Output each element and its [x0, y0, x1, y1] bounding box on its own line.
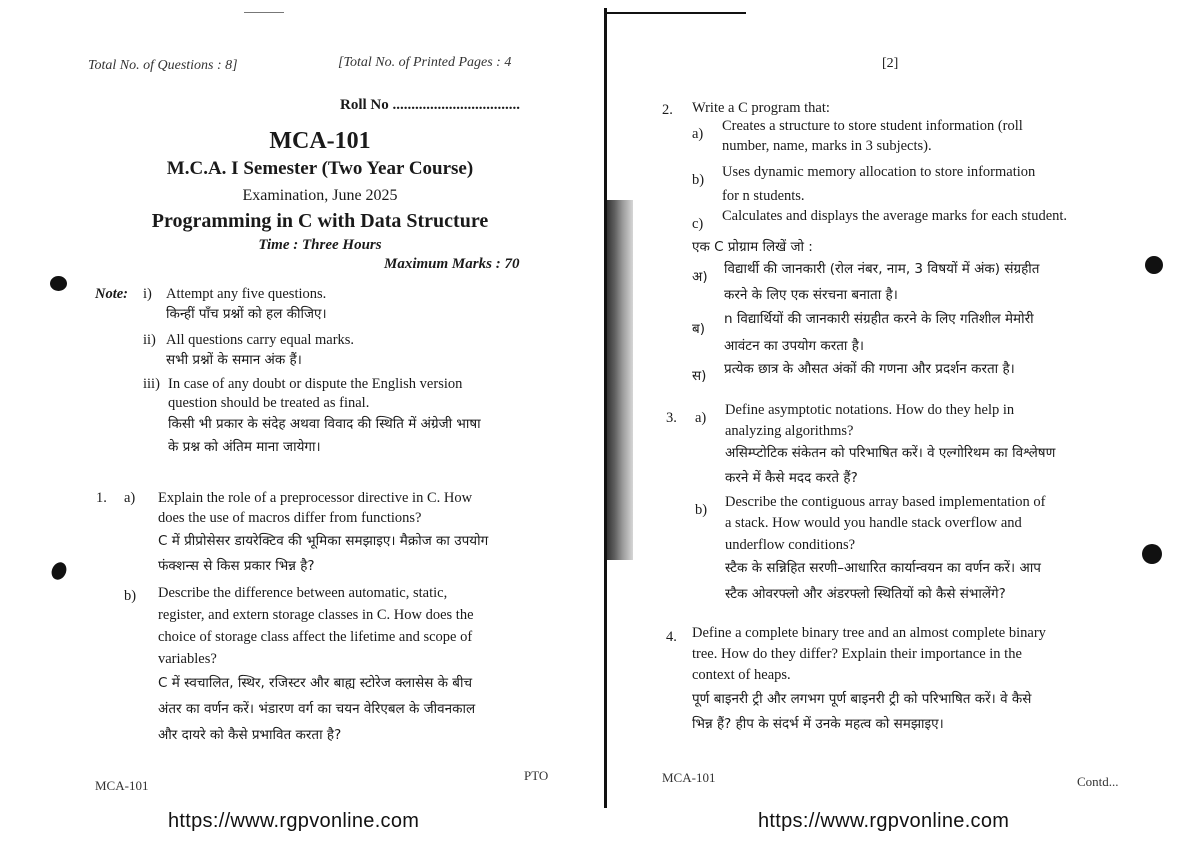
q1b-en-3: choice of storage class affect the lifetime and scope of	[158, 629, 473, 645]
q2-hi-a-2: करने के लिए एक संरचना बनाता है।	[724, 287, 898, 303]
q2-hi-b-label: ब)	[692, 321, 705, 337]
punch-hole	[1142, 544, 1162, 564]
q2c-1: Calculates and displays the average marks for each student.	[722, 208, 1068, 224]
total-pages: [Total No. of Printed Pages : 4	[338, 55, 512, 70]
q4-en-1: Define a complete binary tree and an almost complete binary	[692, 625, 1046, 641]
q2b-2: for n students.	[722, 188, 805, 204]
q2-hi-b-1: n विद्यार्थियों की जानकारी संग्रहीत करने के लिए गतिशील मेमोरी	[724, 311, 1034, 327]
exam-title: Examination, June 2025	[242, 187, 398, 204]
q3b-label: b)	[695, 502, 708, 518]
q1b-hi-1: C में स्वचालित, स्थिर, रजिस्टर और बाह्य स्टोरेज क्लासेस के बीच	[158, 675, 473, 691]
q3b-en-2: a stack. How would you handle stack overflow and	[725, 515, 1022, 531]
punch-hole	[1145, 256, 1163, 274]
q3b-hi-1: स्टैक के सन्निहित सरणी–आधारित कार्यान्वयन का वर्णन करें। आप	[725, 560, 1041, 576]
q3a-label: a)	[695, 410, 707, 426]
note-3-en-2: question should be treated as final.	[168, 395, 370, 411]
note-1-en: Attempt any five questions.	[166, 286, 327, 302]
q2-hi-a-label: अ)	[692, 269, 708, 285]
note-1-hi: किन्हीं पाँच प्रश्नों को हल कीजिए।	[166, 306, 327, 322]
note-3-en-1: In case of any doubt or dispute the English version	[168, 376, 463, 392]
q4-en-3: context of heaps.	[692, 667, 791, 683]
maximum-marks: Maximum Marks : 70	[384, 256, 520, 272]
q1b-en-1: Describe the difference between automatic, static,	[158, 585, 448, 601]
q3a-en-1: Define asymptotic notations. How do they help in	[725, 402, 1015, 418]
footer-contd: Contd...	[1077, 774, 1119, 789]
q3a-hi-2: करने में कैसे मदद करते हैं?	[725, 470, 858, 486]
q2-hi-intro: एक C प्रोग्राम लिखें जो :	[692, 239, 813, 255]
q2b-label: b)	[692, 172, 705, 188]
q1a-en-2: does the use of macros differ from functions?	[158, 510, 422, 526]
q3b-en-3: underflow conditions?	[725, 537, 856, 553]
note-2-hi: सभी प्रश्नों के समान अंक हैं।	[166, 352, 302, 368]
note-2-en: All questions carry equal marks.	[166, 332, 355, 348]
q3-number: 3.	[666, 410, 677, 426]
punch-hole	[50, 276, 67, 291]
q4-hi-2: भिन्न हैं? हीप के संदर्भ में उनके महत्व को समझाइए।	[692, 716, 944, 732]
q1b-label: b)	[124, 588, 137, 604]
q3a-en-2: analyzing algorithms?	[725, 423, 854, 439]
semester-title: M.C.A. I Semester (Two Year Course)	[166, 158, 474, 179]
q2-hi-a-1: विद्यार्थी की जानकारी (रोल नंबर, नाम, 3 विषयों में अंक) संग्रहीत	[724, 261, 1040, 277]
q2-hi-c-1: प्रत्येक छात्र के औसत अंकों की गणना और प्रदर्शन करता है।	[724, 361, 1015, 377]
footer-course-code: MCA-101	[662, 770, 716, 785]
subject-title: Programming in C with Data Structure	[151, 210, 489, 232]
q1b-en-4: variables?	[158, 651, 217, 667]
scan-mark	[244, 12, 284, 13]
note-label: Note:	[95, 286, 129, 302]
q2b-1: Uses dynamic memory allocation to store information	[722, 164, 1036, 180]
q3b-en-1: Describe the contiguous array based implementation of	[725, 494, 1046, 510]
q1b-hi-2: अंतर का वर्णन करें। भंडारण वर्ग का चयन वेरिएबल के जीवनकाल	[158, 701, 476, 717]
q2-intro: Write a C program that:	[692, 100, 830, 116]
q1a-label: a)	[124, 490, 136, 506]
q2-hi-b-2: आवंटन का उपयोग करता है।	[724, 338, 864, 354]
q2a-2: number, name, marks in 3 subjects).	[722, 138, 932, 154]
footer-course-code: MCA-101	[95, 778, 149, 793]
note-3-hi-1: किसी भी प्रकार के संदेह अथवा विवाद की स्थिति में अंग्रेजी भाषा	[168, 416, 481, 432]
q1-number: 1.	[96, 490, 107, 506]
q1a-hi-1: C में प्रीप्रोसेसर डायरेक्टिव की भूमिका समझाइए। मैक्रोज का उपयोग	[158, 533, 489, 549]
q4-en-2: tree. How do they differ? Explain their importance in the	[692, 646, 1022, 662]
q4-number: 4.	[666, 629, 677, 645]
time-allowed: Time : Three Hours	[258, 237, 382, 253]
course-code: MCA-101	[269, 128, 371, 154]
roll-no: Roll No ..................................	[340, 97, 520, 113]
q1a-en-1: Explain the role of a preprocessor directive in C. How	[158, 490, 473, 506]
q2-hi-c-label: स)	[692, 368, 707, 384]
q3a-hi-1: असिम्प्टोटिक संकेतन को परिभाषित करें। वे एल्गोरिथम का विश्लेषण	[725, 445, 1056, 461]
note-num-1: i)	[143, 286, 152, 302]
q2-number: 2.	[662, 102, 673, 118]
note-num-2: ii)	[143, 332, 156, 348]
note-num-3: iii)	[143, 376, 160, 392]
q2c-label: c)	[692, 216, 704, 232]
q4-hi-1: पूर्ण बाइनरी ट्री और लगभग पूर्ण बाइनरी ट्री को परिभाषित करें। वे कैसे	[692, 691, 1032, 707]
footer-pto: PTO	[524, 768, 549, 783]
total-questions: Total No. of Questions : 8]	[88, 58, 238, 73]
page-number: [2]	[882, 56, 899, 71]
punch-hole	[49, 560, 69, 582]
q2a-label: a)	[692, 126, 704, 142]
q3b-hi-2: स्टैक ओवरफ्लो और अंडरफ्लो स्थितियों को कैसे संभालेंगे?	[725, 586, 1006, 602]
q1a-hi-2: फंक्शन्स से किस प्रकार भिन्न है?	[158, 558, 315, 574]
q1b-hi-3: और दायरे को कैसे प्रभावित करता है?	[158, 727, 342, 743]
right-page	[600, 0, 1200, 849]
note-3-hi-2: के प्रश्न को अंतिम माना जायेगा।	[168, 439, 321, 455]
source-url[interactable]: https://www.rgpvonline.com	[758, 810, 1010, 832]
q1b-en-2: register, and extern storage classes in C. How does the	[158, 607, 474, 623]
source-url[interactable]: https://www.rgpvonline.com	[168, 810, 420, 832]
q2a-1: Creates a structure to store student information (roll	[722, 118, 1023, 134]
